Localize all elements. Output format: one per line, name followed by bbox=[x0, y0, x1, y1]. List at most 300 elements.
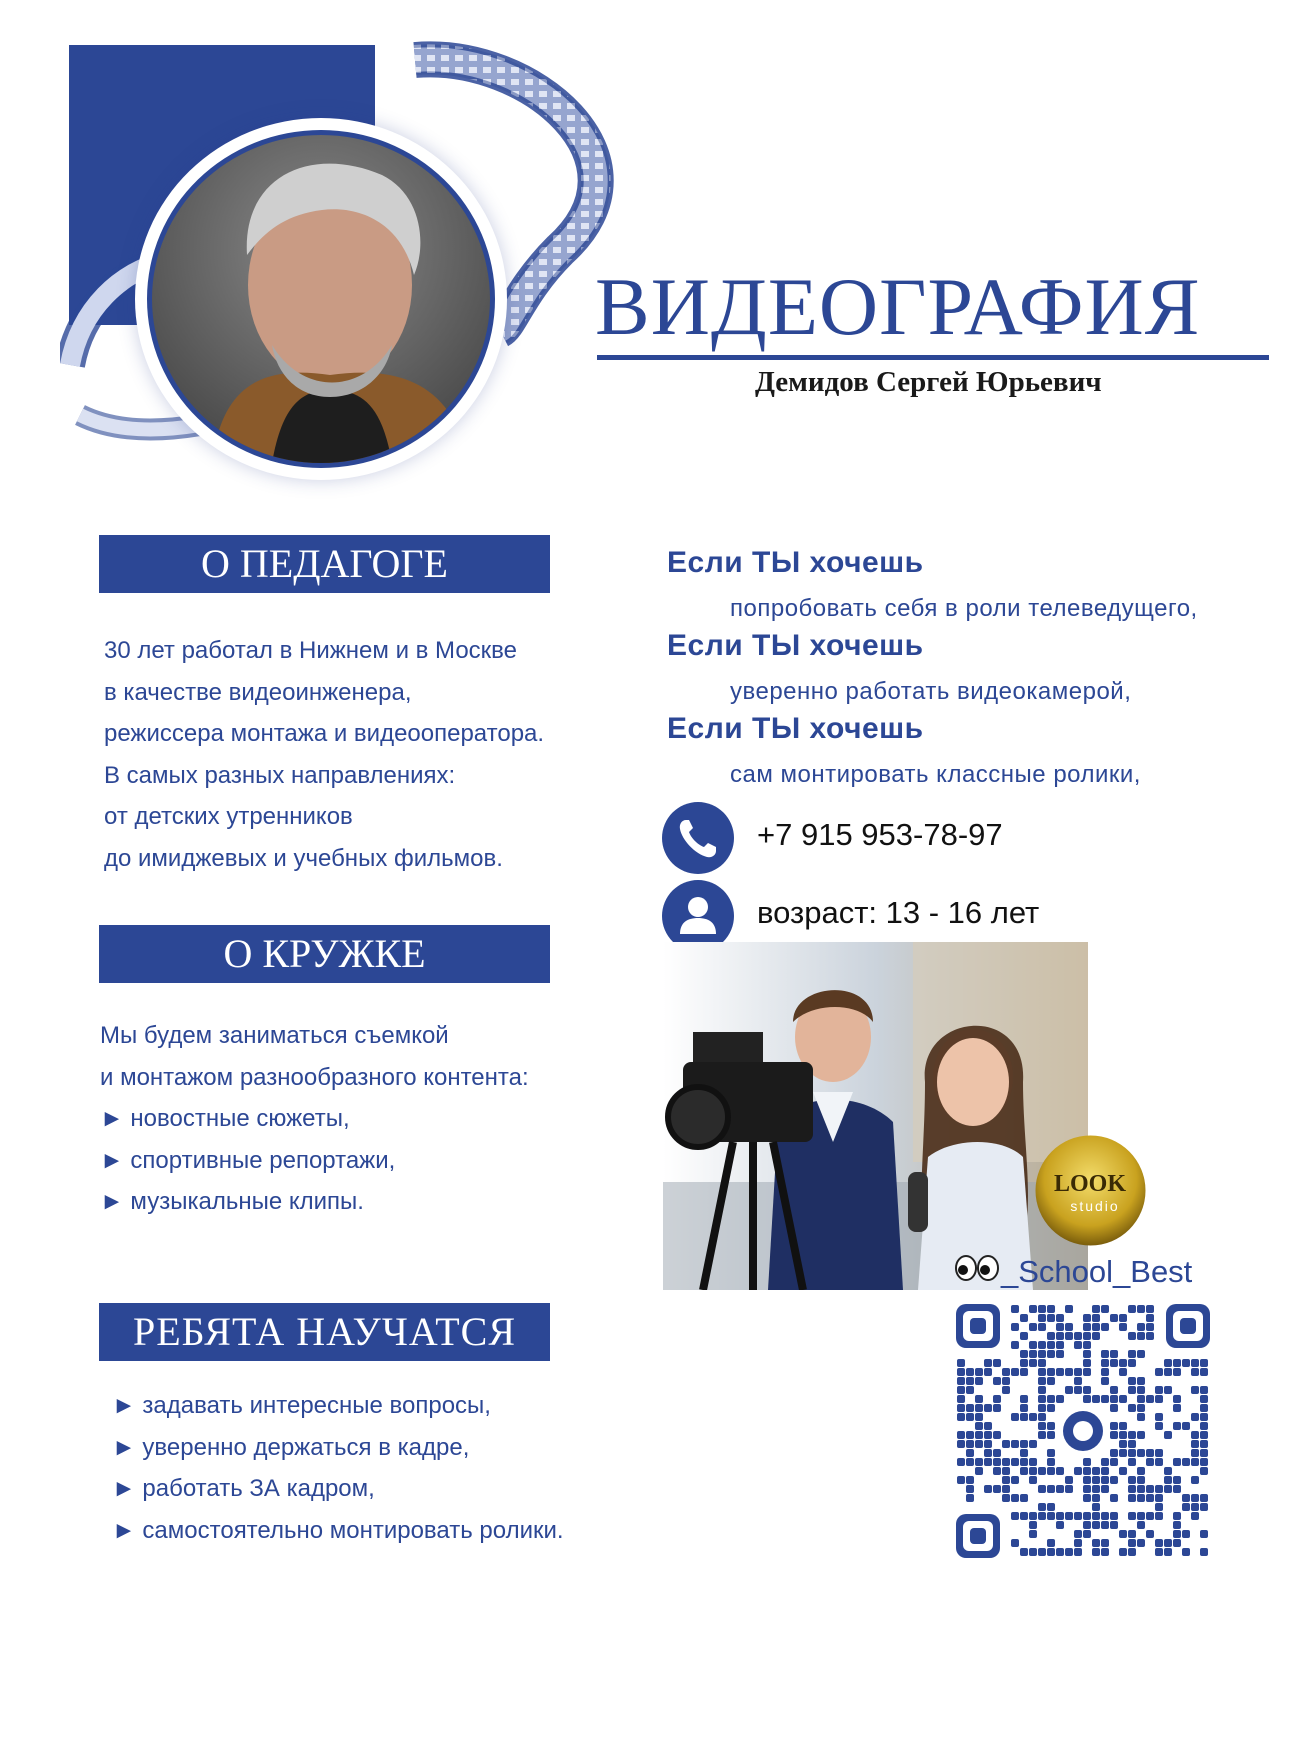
qr-module bbox=[1200, 1458, 1208, 1466]
qr-module bbox=[1074, 1530, 1082, 1538]
qr-module bbox=[1128, 1458, 1136, 1466]
qr-module bbox=[1011, 1413, 1019, 1421]
qr-module bbox=[1020, 1404, 1028, 1412]
qr-module bbox=[1173, 1458, 1181, 1466]
qr-module bbox=[1110, 1422, 1118, 1430]
qr-module bbox=[1083, 1314, 1091, 1322]
qr-module bbox=[1137, 1431, 1145, 1439]
qr-module bbox=[1119, 1431, 1127, 1439]
qr-module bbox=[1191, 1494, 1199, 1502]
qr-module bbox=[1047, 1431, 1055, 1439]
qr-module bbox=[1011, 1494, 1019, 1502]
qr-module bbox=[1038, 1503, 1046, 1511]
qr-module bbox=[1164, 1485, 1172, 1493]
qr-module bbox=[1047, 1377, 1055, 1385]
qr-module bbox=[957, 1368, 965, 1376]
qr-module bbox=[1182, 1494, 1190, 1502]
qr-module bbox=[1128, 1440, 1136, 1448]
qr-module bbox=[993, 1485, 1001, 1493]
qr-module bbox=[1038, 1422, 1046, 1430]
qr-module bbox=[1155, 1368, 1163, 1376]
qr-module bbox=[1074, 1512, 1082, 1520]
qr-module bbox=[1092, 1512, 1100, 1520]
qr-module bbox=[1119, 1314, 1127, 1322]
text-line: в качестве видеоинженера, bbox=[104, 678, 412, 706]
qr-module bbox=[1164, 1476, 1172, 1484]
qr-module bbox=[1029, 1467, 1037, 1475]
qr-module bbox=[1020, 1350, 1028, 1358]
qr-module bbox=[1182, 1422, 1190, 1430]
qr-module bbox=[1110, 1521, 1118, 1529]
qr-module bbox=[1074, 1539, 1082, 1547]
qr-module bbox=[1020, 1368, 1028, 1376]
qr-module bbox=[1200, 1431, 1208, 1439]
qr-module bbox=[984, 1440, 992, 1448]
qr-module bbox=[1074, 1332, 1082, 1340]
qr-module bbox=[957, 1404, 965, 1412]
qr-module bbox=[1056, 1395, 1064, 1403]
qr-module bbox=[1128, 1359, 1136, 1367]
qr-module bbox=[1200, 1404, 1208, 1412]
qr-module bbox=[1119, 1440, 1127, 1448]
qr-module bbox=[1056, 1512, 1064, 1520]
qr-module bbox=[1029, 1359, 1037, 1367]
qr-module bbox=[1011, 1512, 1019, 1520]
qr-module bbox=[1146, 1395, 1154, 1403]
qr-module bbox=[1200, 1494, 1208, 1502]
qr-module bbox=[1020, 1413, 1028, 1421]
qr-module bbox=[1074, 1548, 1082, 1556]
qr-module bbox=[1137, 1467, 1145, 1475]
qr-module bbox=[1182, 1530, 1190, 1538]
qr-module bbox=[1119, 1359, 1127, 1367]
qr-module bbox=[1047, 1485, 1055, 1493]
qr-module bbox=[1047, 1314, 1055, 1322]
qr-module bbox=[1002, 1440, 1010, 1448]
qr-module bbox=[1128, 1476, 1136, 1484]
qr-module bbox=[1038, 1386, 1046, 1394]
social-handle[interactable] bbox=[955, 1252, 1192, 1290]
qr-module bbox=[993, 1359, 1001, 1367]
qr-module bbox=[1137, 1386, 1145, 1394]
about-club-heading: О КРУЖКЕ bbox=[99, 925, 550, 983]
teacher-name: Демидов Сергей Юрьевич bbox=[755, 366, 1102, 398]
qr-module bbox=[1074, 1386, 1082, 1394]
qr-module bbox=[1182, 1359, 1190, 1367]
qr-module bbox=[1137, 1413, 1145, 1421]
qr-module bbox=[1002, 1458, 1010, 1466]
qr-module bbox=[1110, 1395, 1118, 1403]
text-line: Мы будем заниматься съемкой bbox=[100, 1022, 449, 1049]
list-item: ► работать ЗА кадром, bbox=[112, 1475, 375, 1502]
qr-module bbox=[1083, 1494, 1091, 1502]
qr-module bbox=[1092, 1323, 1100, 1331]
qr-module bbox=[1029, 1530, 1037, 1538]
qr-module bbox=[1056, 1332, 1064, 1340]
qr-module bbox=[1137, 1404, 1145, 1412]
qr-module bbox=[1137, 1476, 1145, 1484]
qr-module bbox=[1092, 1305, 1100, 1313]
qr-module bbox=[1137, 1350, 1145, 1358]
qr-module bbox=[1020, 1449, 1028, 1457]
page-title: ВИДЕОГРАФИЯ bbox=[595, 261, 1201, 352]
qr-module bbox=[1038, 1467, 1046, 1475]
qr-module bbox=[1164, 1386, 1172, 1394]
qr-module bbox=[1110, 1359, 1118, 1367]
qr-module bbox=[1110, 1449, 1118, 1457]
qr-module bbox=[1065, 1332, 1073, 1340]
qr-module bbox=[1110, 1494, 1118, 1502]
qr-module bbox=[957, 1395, 965, 1403]
want-heading: Если ТЫ хочешь bbox=[667, 629, 924, 662]
age-range: возраст: 13 - 16 лет bbox=[757, 895, 1040, 930]
qr-module bbox=[1020, 1467, 1028, 1475]
qr-module bbox=[957, 1359, 965, 1367]
qr-module bbox=[1155, 1422, 1163, 1430]
qr-module bbox=[1020, 1332, 1028, 1340]
qr-module bbox=[1011, 1458, 1019, 1466]
qr-module bbox=[1146, 1305, 1154, 1313]
qr-module bbox=[1020, 1512, 1028, 1520]
qr-module bbox=[1137, 1512, 1145, 1520]
qr-module bbox=[975, 1413, 983, 1421]
qr-module bbox=[1038, 1350, 1046, 1358]
qr-module bbox=[1119, 1449, 1127, 1457]
qr-module bbox=[1056, 1323, 1064, 1331]
qr-module bbox=[975, 1377, 983, 1385]
qr-module bbox=[1011, 1341, 1019, 1349]
about-club-text bbox=[100, 1015, 529, 1223]
qr-module bbox=[1002, 1386, 1010, 1394]
qr-module bbox=[1038, 1413, 1046, 1421]
qr-module bbox=[1128, 1332, 1136, 1340]
qr-module bbox=[1101, 1395, 1109, 1403]
qr-module bbox=[1083, 1359, 1091, 1367]
qr-module bbox=[1173, 1395, 1181, 1403]
qr-module bbox=[1101, 1359, 1109, 1367]
qr-module bbox=[1083, 1485, 1091, 1493]
qr-module bbox=[1200, 1422, 1208, 1430]
qr-module bbox=[957, 1413, 965, 1421]
qr-module bbox=[1029, 1323, 1037, 1331]
qr-module bbox=[1047, 1368, 1055, 1376]
want-heading: Если ТЫ хочешь bbox=[667, 712, 924, 745]
qr-module bbox=[975, 1395, 983, 1403]
qr-module bbox=[966, 1413, 974, 1421]
qr-module bbox=[1191, 1440, 1199, 1448]
qr-module bbox=[1092, 1395, 1100, 1403]
qr-module bbox=[1137, 1395, 1145, 1403]
qr-module bbox=[1029, 1512, 1037, 1520]
qr-module bbox=[1074, 1377, 1082, 1385]
text-line: до имиджевых и учебных фильмов. bbox=[104, 844, 503, 872]
qr-module bbox=[1083, 1512, 1091, 1520]
qr-module bbox=[1020, 1440, 1028, 1448]
list-item: ► уверенно держаться в кадре, bbox=[112, 1433, 470, 1461]
qr-module bbox=[1155, 1413, 1163, 1421]
qr-module bbox=[1029, 1350, 1037, 1358]
qr-module bbox=[1092, 1521, 1100, 1529]
qr-module bbox=[1110, 1386, 1118, 1394]
qr-module bbox=[1164, 1539, 1172, 1547]
qr-module bbox=[984, 1431, 992, 1439]
qr-module bbox=[1137, 1332, 1145, 1340]
qr-module bbox=[1056, 1350, 1064, 1358]
qr-module bbox=[1119, 1548, 1127, 1556]
qr-module bbox=[1002, 1377, 1010, 1385]
qr-module bbox=[1047, 1305, 1055, 1313]
qr-module bbox=[1047, 1422, 1055, 1430]
qr-module bbox=[1002, 1485, 1010, 1493]
qr-module bbox=[1137, 1305, 1145, 1313]
qr-module bbox=[966, 1485, 974, 1493]
qr-module bbox=[1119, 1323, 1127, 1331]
qr-module bbox=[1083, 1395, 1091, 1403]
qr-module bbox=[1029, 1521, 1037, 1529]
qr-module bbox=[1191, 1503, 1199, 1511]
qr-module bbox=[993, 1431, 1001, 1439]
qr-module bbox=[1083, 1476, 1091, 1484]
qr-module bbox=[1146, 1458, 1154, 1466]
qr-module bbox=[1191, 1431, 1199, 1439]
qr-module bbox=[1128, 1485, 1136, 1493]
qr-module bbox=[1191, 1512, 1199, 1520]
look-studio-logo bbox=[1033, 1133, 1148, 1248]
qr-module bbox=[1110, 1314, 1118, 1322]
qr-module bbox=[1137, 1485, 1145, 1493]
qr-module bbox=[1128, 1431, 1136, 1439]
qr-module bbox=[966, 1404, 974, 1412]
qr-module bbox=[1074, 1467, 1082, 1475]
qr-module bbox=[1128, 1404, 1136, 1412]
qr-module bbox=[1092, 1503, 1100, 1511]
qr-code[interactable] bbox=[952, 1300, 1214, 1562]
qr-module bbox=[1029, 1476, 1037, 1484]
qr-module bbox=[1083, 1458, 1091, 1466]
qr-module bbox=[1020, 1458, 1028, 1466]
qr-module bbox=[1155, 1512, 1163, 1520]
text-line: и монтажом разнообразного контента: bbox=[100, 1063, 529, 1091]
phone-icon bbox=[662, 802, 734, 874]
qr-module bbox=[1101, 1305, 1109, 1313]
qr-module bbox=[1146, 1530, 1154, 1538]
about-teacher-heading: О ПЕДАГОГЕ bbox=[99, 535, 550, 593]
qr-module bbox=[1110, 1458, 1118, 1466]
qr-module bbox=[1128, 1530, 1136, 1538]
qr-module bbox=[1038, 1368, 1046, 1376]
qr-module bbox=[1191, 1458, 1199, 1466]
qr-module bbox=[1200, 1440, 1208, 1448]
qr-module bbox=[1083, 1323, 1091, 1331]
qr-module bbox=[1065, 1305, 1073, 1313]
qr-module bbox=[1146, 1512, 1154, 1520]
qr-module bbox=[975, 1368, 983, 1376]
list-item: ► музыкальные клипы. bbox=[100, 1188, 364, 1215]
qr-module bbox=[975, 1404, 983, 1412]
text-line: от детских утренников bbox=[104, 803, 353, 830]
qr-module bbox=[1056, 1485, 1064, 1493]
qr-module bbox=[1092, 1476, 1100, 1484]
qr-module bbox=[1191, 1386, 1199, 1394]
qr-module bbox=[1155, 1503, 1163, 1511]
logo-text-top: LOOK bbox=[1053, 1171, 1127, 1197]
want-description: уверенно работать видеокамерой, bbox=[730, 678, 1132, 705]
qr-module bbox=[1173, 1476, 1181, 1484]
qr-module bbox=[1011, 1305, 1019, 1313]
qr-module bbox=[1065, 1368, 1073, 1376]
qr-module bbox=[993, 1377, 1001, 1385]
qr-module bbox=[1101, 1377, 1109, 1385]
qr-module bbox=[1173, 1359, 1181, 1367]
list-item: ► задавать интересные вопросы, bbox=[112, 1392, 491, 1419]
qr-module bbox=[1164, 1368, 1172, 1376]
text-line: режиссера монтажа и видеооператора. bbox=[104, 720, 545, 747]
qr-module bbox=[1128, 1305, 1136, 1313]
qr-module bbox=[1173, 1368, 1181, 1376]
qr-module bbox=[1128, 1494, 1136, 1502]
phone-number[interactable]: +7 915 953-78-97 bbox=[757, 817, 1003, 852]
qr-module bbox=[1092, 1548, 1100, 1556]
qr-module bbox=[1110, 1512, 1118, 1520]
qr-module bbox=[1101, 1368, 1109, 1376]
social-handle-text: _School_Best bbox=[1001, 1253, 1193, 1289]
qr-module bbox=[993, 1449, 1001, 1457]
want-description: попробовать себя в роли телеведущего, bbox=[730, 595, 1198, 622]
qr-module bbox=[1128, 1512, 1136, 1520]
qr-module bbox=[1047, 1512, 1055, 1520]
qr-module bbox=[1173, 1404, 1181, 1412]
qr-module bbox=[1200, 1530, 1208, 1538]
qr-module bbox=[966, 1431, 974, 1439]
qr-module bbox=[1047, 1395, 1055, 1403]
teacher-portrait bbox=[147, 130, 495, 468]
qr-module bbox=[1173, 1485, 1181, 1493]
qr-module bbox=[1065, 1548, 1073, 1556]
qr-module bbox=[1029, 1548, 1037, 1556]
qr-module bbox=[1047, 1503, 1055, 1511]
qr-module bbox=[1092, 1332, 1100, 1340]
qr-module bbox=[1011, 1440, 1019, 1448]
qr-module bbox=[1065, 1476, 1073, 1484]
qr-module bbox=[1038, 1377, 1046, 1385]
qr-module bbox=[1146, 1494, 1154, 1502]
qr-module bbox=[1047, 1458, 1055, 1466]
qr-module bbox=[1137, 1377, 1145, 1385]
qr-module bbox=[1029, 1305, 1037, 1313]
qr-module bbox=[1200, 1548, 1208, 1556]
qr-module bbox=[1011, 1539, 1019, 1547]
qr-module bbox=[1101, 1548, 1109, 1556]
qr-module bbox=[1101, 1458, 1109, 1466]
qr-module bbox=[1101, 1485, 1109, 1493]
qr-module bbox=[1101, 1512, 1109, 1520]
qr-module bbox=[993, 1467, 1001, 1475]
qr-module bbox=[1173, 1530, 1181, 1538]
qr-module bbox=[1020, 1494, 1028, 1502]
qr-module bbox=[1056, 1314, 1064, 1322]
qr-module bbox=[1038, 1305, 1046, 1313]
qr-module bbox=[1146, 1314, 1154, 1322]
qr-module bbox=[984, 1422, 992, 1430]
list-item: ► новостные сюжеты, bbox=[100, 1105, 350, 1132]
qr-module bbox=[1083, 1467, 1091, 1475]
qr-module bbox=[1155, 1494, 1163, 1502]
qr-module bbox=[993, 1458, 1001, 1466]
qr-module bbox=[1110, 1431, 1118, 1439]
qr-module bbox=[1173, 1512, 1181, 1520]
qr-module bbox=[1092, 1539, 1100, 1547]
qr-module bbox=[1119, 1395, 1127, 1403]
list-item: ► спортивные репортажи, bbox=[100, 1146, 396, 1174]
qr-module bbox=[1128, 1350, 1136, 1358]
qr-module bbox=[1038, 1341, 1046, 1349]
kids-with-camera-photo bbox=[663, 942, 1088, 1290]
qr-module bbox=[975, 1467, 983, 1475]
qr-module bbox=[1056, 1521, 1064, 1529]
qr-module bbox=[1155, 1485, 1163, 1493]
qr-module bbox=[1029, 1440, 1037, 1448]
qr-module bbox=[966, 1476, 974, 1484]
qr-module bbox=[1110, 1404, 1118, 1412]
qr-module bbox=[1101, 1323, 1109, 1331]
qr-module bbox=[1092, 1467, 1100, 1475]
qr-module bbox=[1038, 1431, 1046, 1439]
qr-module bbox=[1146, 1485, 1154, 1493]
qr-module bbox=[1101, 1476, 1109, 1484]
qr-module bbox=[966, 1449, 974, 1457]
qr-module bbox=[1182, 1548, 1190, 1556]
qr-module bbox=[1119, 1530, 1127, 1538]
qr-module bbox=[1200, 1386, 1208, 1394]
qr-module bbox=[1065, 1386, 1073, 1394]
qr-module bbox=[1020, 1395, 1028, 1403]
qr-module bbox=[984, 1359, 992, 1367]
qr-module bbox=[1119, 1422, 1127, 1430]
qr-module bbox=[966, 1368, 974, 1376]
qr-module bbox=[1029, 1413, 1037, 1421]
qr-module bbox=[1191, 1368, 1199, 1376]
qr-module bbox=[1047, 1548, 1055, 1556]
qr-module bbox=[1155, 1386, 1163, 1394]
qr-module bbox=[966, 1386, 974, 1394]
qr-module bbox=[1110, 1350, 1118, 1358]
qr-module bbox=[1092, 1314, 1100, 1322]
qr-module bbox=[966, 1440, 974, 1448]
qr-module bbox=[984, 1458, 992, 1466]
qr-module bbox=[1101, 1539, 1109, 1547]
want-description: сам монтировать классные ролики, bbox=[730, 761, 1141, 788]
qr-module bbox=[957, 1377, 965, 1385]
qr-module bbox=[1047, 1539, 1055, 1547]
qr-module bbox=[1083, 1521, 1091, 1529]
qr-module bbox=[1137, 1521, 1145, 1529]
qr-module bbox=[1164, 1359, 1172, 1367]
qr-module bbox=[1056, 1467, 1064, 1475]
qr-module bbox=[1029, 1458, 1037, 1466]
qr-module bbox=[957, 1431, 965, 1439]
qr-module bbox=[993, 1404, 1001, 1412]
qr-module bbox=[1137, 1539, 1145, 1547]
qr-module bbox=[1146, 1323, 1154, 1331]
qr-module bbox=[1083, 1332, 1091, 1340]
qr-module bbox=[984, 1368, 992, 1376]
qr-module bbox=[984, 1404, 992, 1412]
qr-module bbox=[1038, 1512, 1046, 1520]
qr-module bbox=[1200, 1413, 1208, 1421]
qr-module bbox=[957, 1476, 965, 1484]
qr-module bbox=[1092, 1494, 1100, 1502]
qr-module bbox=[1200, 1368, 1208, 1376]
